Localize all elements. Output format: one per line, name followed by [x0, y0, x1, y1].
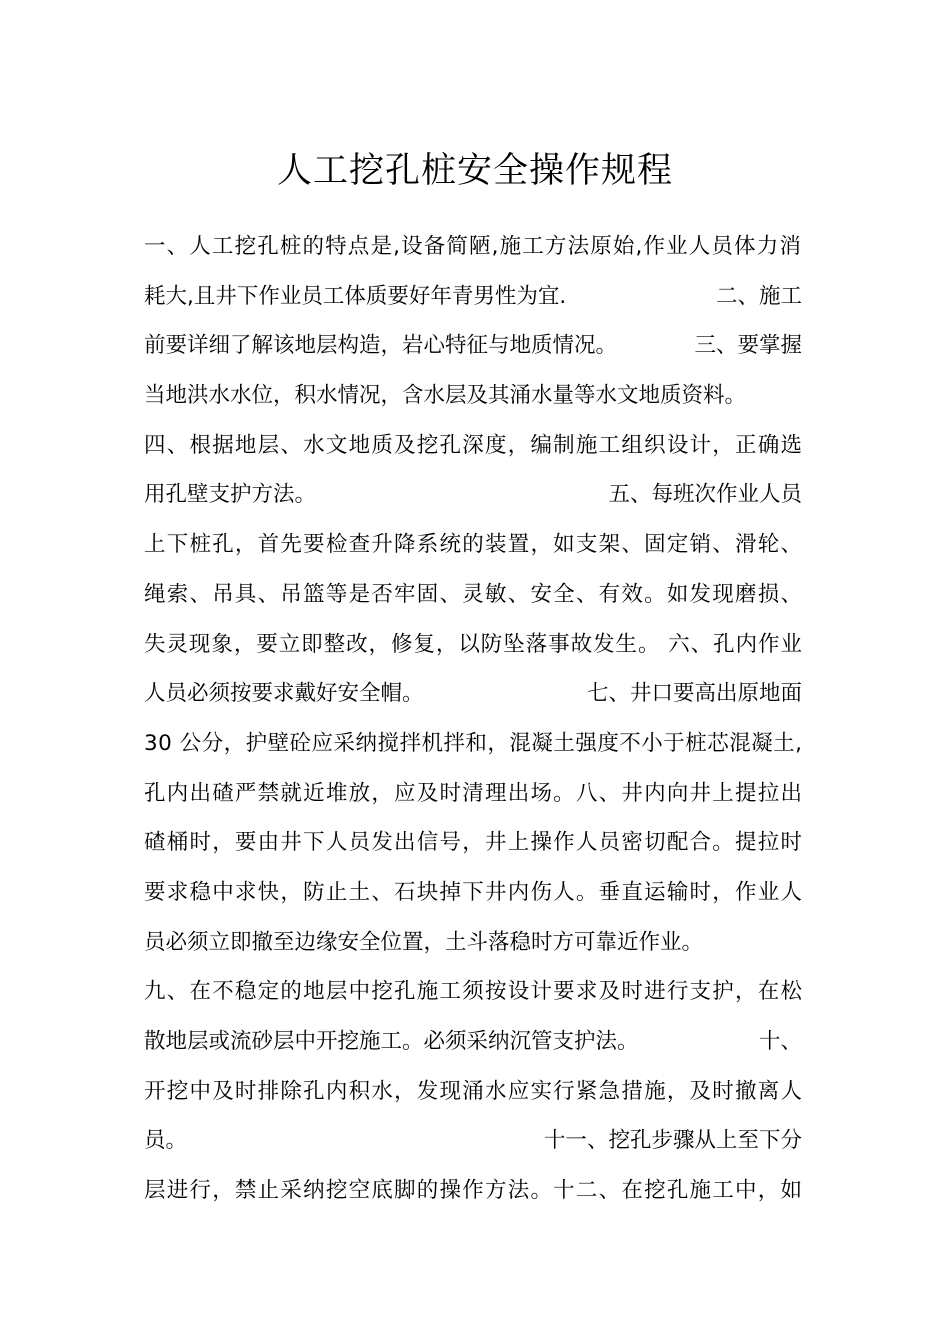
text-segment: 散地层或流砂层中开挖施工。必须采纳沉管支护法。 — [144, 1029, 639, 1054]
paragraph-line — [144, 620, 824, 670]
text-segment: 碴桶时，要由井下人员发出信号，井上操作人员密切配合。提拉时 — [144, 830, 804, 856]
paragraph-line — [144, 669, 824, 719]
paragraph-line — [144, 967, 824, 1017]
text-segment: 耗大,且井下作业员工体质要好年青男性为宜. — [144, 283, 567, 309]
body-text — [144, 222, 824, 1216]
text-segment: 人员必须按要求戴好安全帽。 — [144, 681, 424, 707]
text-segment: 上下桩孔，首先要检查升降系统的装置，如支架、固定销、滑轮、 — [144, 532, 804, 558]
paragraph-line — [144, 222, 824, 272]
paragraph-line — [144, 421, 824, 471]
text-segment: 五、每班次作业人员 — [608, 482, 802, 508]
text-segment: 失灵现象，要立即整改，修复，以防坠落事故发生。 六、孔内作业 — [144, 631, 803, 657]
paragraph-line — [144, 918, 824, 968]
text-segment: 30 公分，护壁砼应采纳搅拌机拌和，混凝土强度不小于桩芯混凝土, — [144, 730, 803, 756]
text-segment: 用孔壁支护方法。 — [144, 482, 317, 508]
text-segment: 要求稳中求快，防止土、石块掉下井内伤人。垂直运输时，作业人 — [144, 879, 804, 905]
text-segment: 二、施工 — [715, 283, 802, 309]
paragraph-line — [144, 272, 824, 322]
text-segment: 层进行，禁止采纳挖空底脚的操作方法。十二、在挖孔施工中，如 — [144, 1178, 804, 1204]
paragraph-line — [144, 769, 824, 819]
paragraph-line — [144, 719, 824, 769]
paragraph-line — [144, 1067, 824, 1117]
text-segment: 开挖中及时排除孔内积水，发现涌水应实行紧急措施，及时撤离人 — [144, 1078, 804, 1104]
text-segment: 十、 — [758, 1029, 802, 1054]
paragraph-line — [144, 1166, 824, 1216]
paragraph-line — [144, 818, 824, 868]
text-segment: 九、在不稳定的地层中挖孔施工须按设计要求及时进行支护，在松 — [144, 979, 804, 1005]
text-segment: 员必须立即撤至边缘安全位置，土斗落稳时方可靠近作业。 — [144, 929, 704, 955]
page-title: 人工挖孔桩安全操作规程 — [276, 151, 673, 191]
text-segment: 三、要掌握 — [694, 333, 802, 359]
text-segment: 七、井口要高出原地面 — [586, 681, 802, 707]
paragraph-line — [144, 570, 824, 620]
text-segment: 四、根据地层、水文地质及挖孔深度，编制施工组织设计，正确选 — [144, 432, 804, 458]
text-segment: 孔内出碴严禁就近堆放，应及时清理出场。八、井内向井上提拉出 — [144, 780, 804, 806]
paragraph-line — [144, 371, 824, 421]
paragraph-line — [144, 321, 824, 371]
paragraph-line — [144, 1017, 824, 1067]
text-segment: 十一、挖孔步骤从上至下分 — [543, 1128, 802, 1154]
paragraph-line — [144, 520, 824, 570]
text-segment: 一、人工挖孔桩的特点是,设备简陋,施工方法原始,作业人员体力消 — [144, 234, 802, 259]
text-segment: 前要详细了解该地层构造，岩心特征与地质情况。 — [144, 333, 618, 359]
text-segment: 当地洪水水位，积水情况，含水层及其涌水量等水文地质资料。 — [144, 383, 747, 409]
text-segment: 员。 — [144, 1128, 188, 1154]
text-segment: 绳索、吊具、吊篮等是否牢固、灵敏、安全、有效。如发现磨损、 — [144, 581, 804, 607]
paragraph-line — [144, 470, 824, 520]
paragraph-line — [144, 868, 824, 918]
paragraph-line — [144, 1116, 824, 1166]
